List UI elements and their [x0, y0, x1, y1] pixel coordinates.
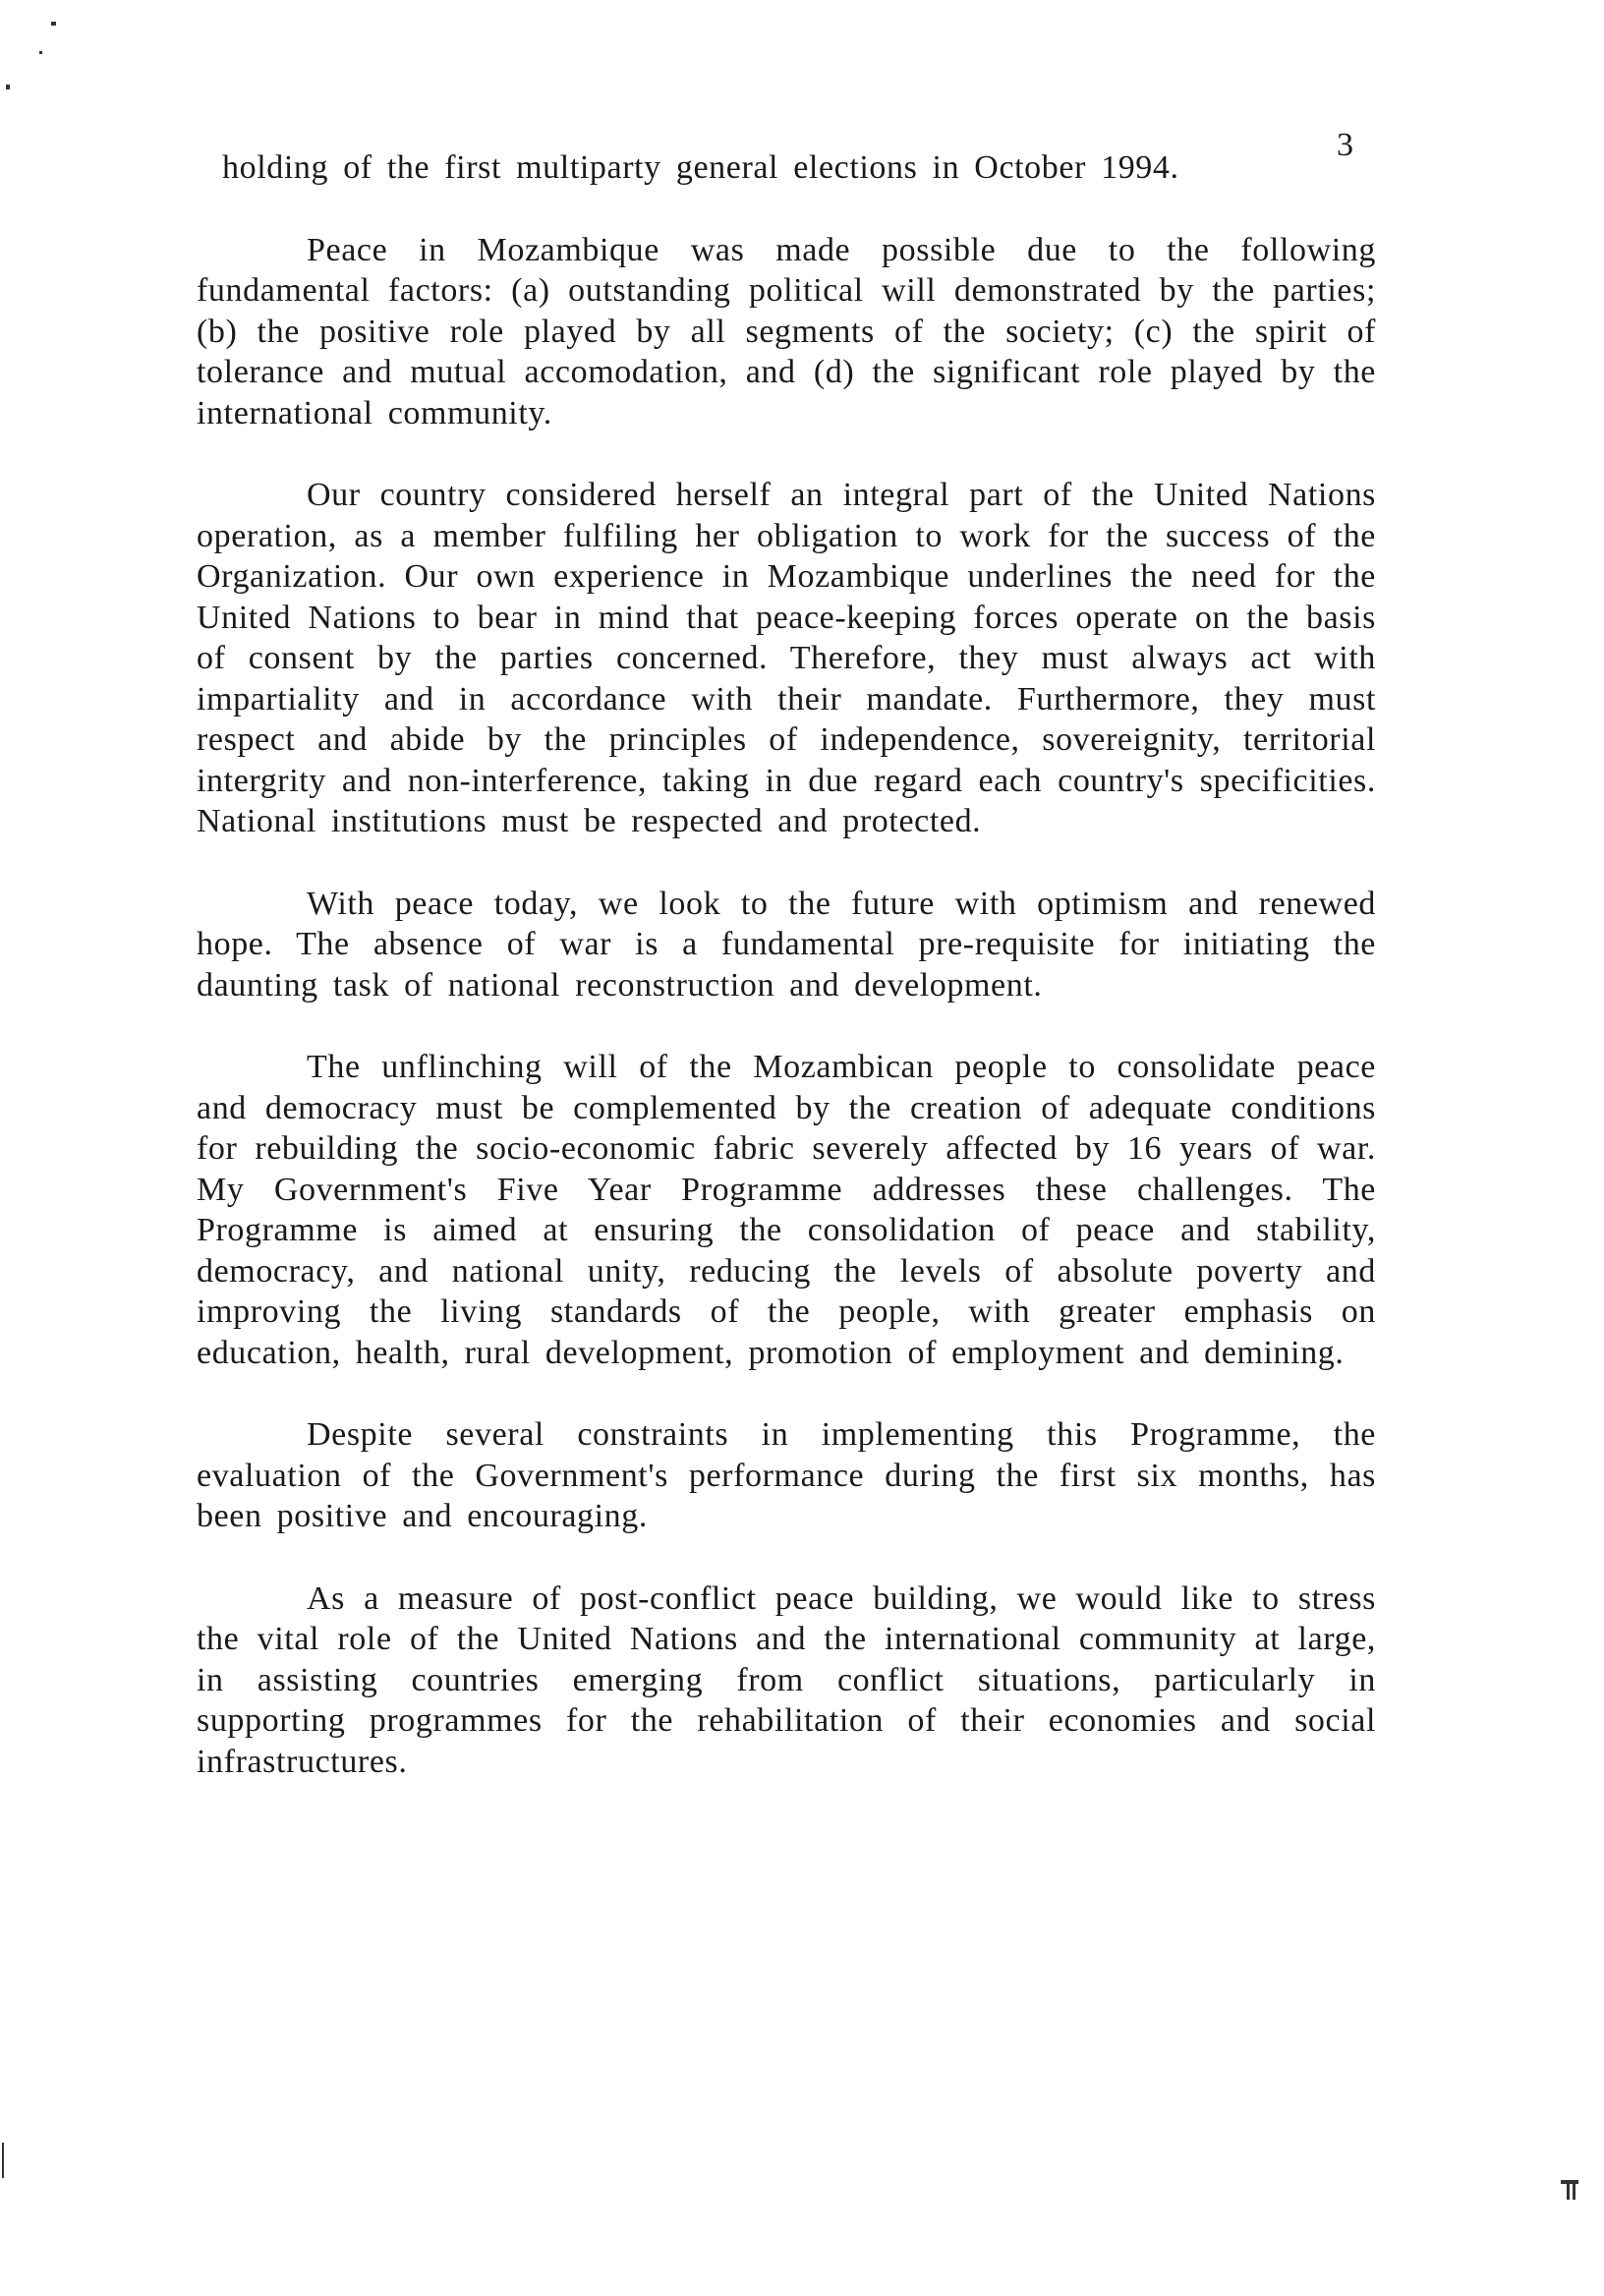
page-number: 3: [1337, 127, 1353, 163]
paragraph-optimism: With peace today, we look to the future with optimism and renewed hope. The absence of war is a fundamental pre-requisite for initiating the daunting task of national reconstruction and development.: [197, 885, 1376, 1004]
paragraph-elections-continuation: holding of the first multiparty general elections in October 1994.: [222, 149, 1179, 186]
scan-corner-mark: [1561, 2180, 1578, 2184]
paragraph-five-year-programme: The unflinching will of the Mozambican people to consolidate peace and democracy must be complemented by the creation of adequate conditions for rebuilding the socio-economic fabric severely affected by 16 years of war. My Government's Five Year Programme addresses these challenges. The Programme is aimed at ensuring the consolidation of peace and stability, democracy, and national unity, reducing the levels of absolute poverty and improving the living standards of the people, with greater emphasis on education, health, rural development, promotion of employment and demining.: [197, 1049, 1376, 1371]
scan-speck: [39, 51, 42, 54]
paragraph-peace-factors: Peace in Mozambique was made possible due to the following fundamental factors: (a) outstanding political will demonstrated by the parties; (b) the positive role played by all segments of the society; (c) the spirit of tolerance and mutual accomodation, and (d) the significant role played by the international community.: [197, 231, 1376, 431]
scan-speck: [51, 22, 56, 26]
paragraph-peace-building: As a measure of post-conflict peace building, we would like to stress the vital role of the United Nations and the international community at large, in assisting countries emerging from conflict situations, particularly in supporting programmes for the rehabilitation of their economies and social infrastructures.: [197, 1579, 1376, 1780]
body-text: [197, 147, 1376, 1823]
paragraph-government-performance: Despite several constraints in implementing this Programme, the evaluation of the Government's performance during the first six months, has been positive and encouraging.: [197, 1416, 1376, 1534]
scan-corner-mark: [1573, 2184, 1575, 2200]
paragraph-un-operation: Our country considered herself an integral part of the United Nations operation, as a member fulfiling her obligation to work for the success of the Organization. Our own experience in Mozambique underlines the need for the United Nations to bear in mind that peace-keeping forces operate on the basis of consent by the parties concerned. Therefore, they must always act with impartiality and in accordance with their mandate. Furthermore, they must respect and abide by the principles of independence, sovereignity, territorial intergrity and non-interference, taking in due regard each country's specificities. National institutions must be respected and protected.: [197, 477, 1376, 839]
scan-corner-mark: [1567, 2184, 1570, 2200]
scan-speck: [6, 85, 10, 89]
scan-edge-line: [2, 2143, 4, 2178]
